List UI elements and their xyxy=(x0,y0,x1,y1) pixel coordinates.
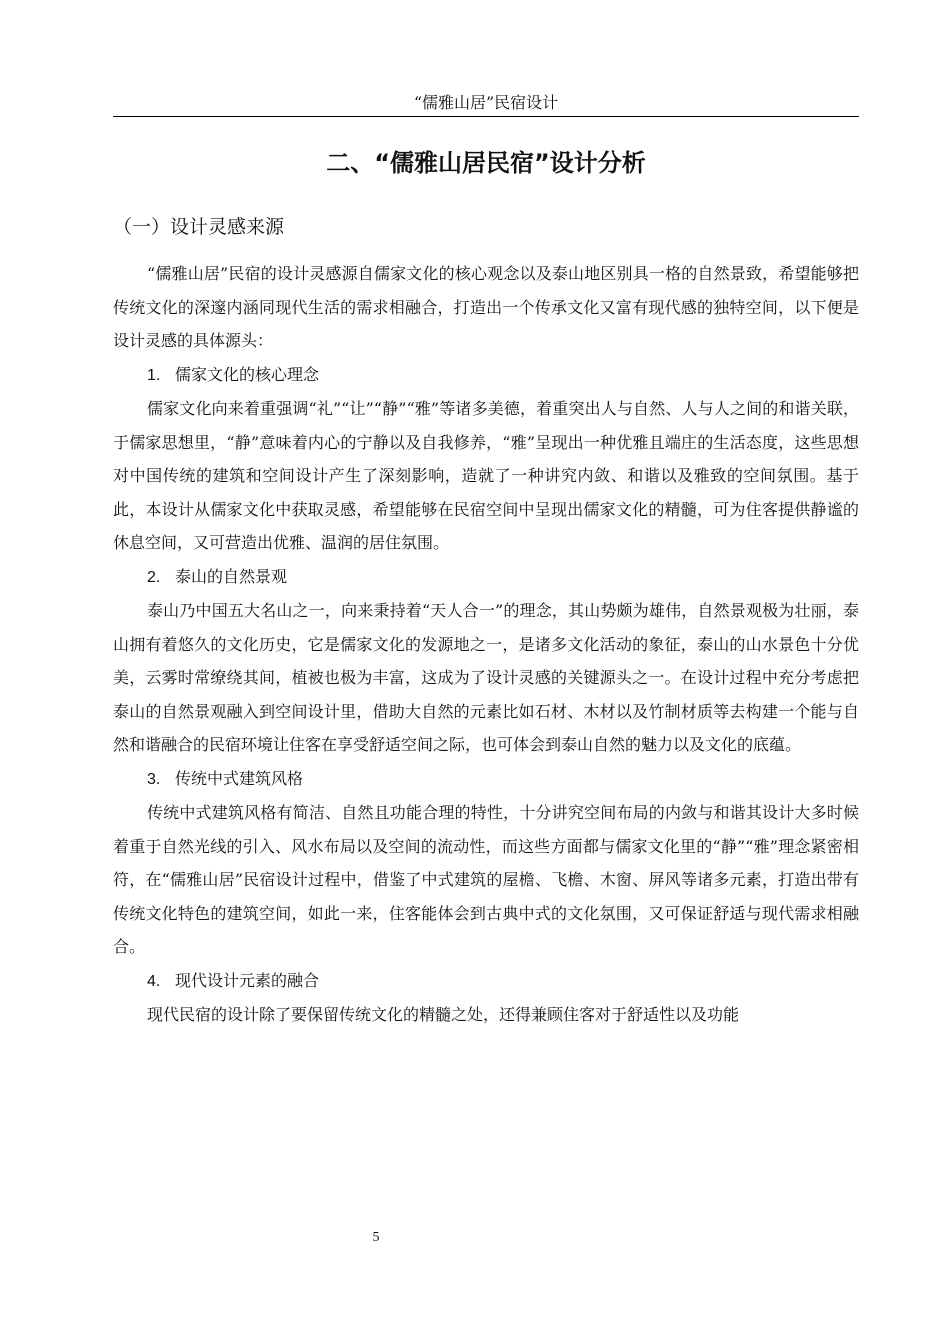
subsection-heading-3 xyxy=(113,762,859,797)
subsection-title: 儒家文化的核心理念 xyxy=(175,364,320,384)
section-title: （一）设计灵感来源 xyxy=(113,216,285,238)
body-text xyxy=(113,257,859,1032)
page-number: 5 xyxy=(372,1230,380,1245)
subsection-paragraph-2: 泰山乃中国五大名山之一，向来秉持着“天人合一”的理念，其山势颇为雄伟，自然景观极为壮丽，泰山拥有着悠久的文化历史，它是儒家文化的发源地之一，是诸多文化活动的象征，泰山的山水景色十分优美，云雾时常缭绕其间，植被也极为丰富，这成为了设计灵感的关键源头之一。在设计过程中充分考虑把泰山的自然景观融入到空间设计里，借助大自然的元素比如石材、木材以及竹制材质等去构建一个能与自然和谐融合的民宿环境让住客在享受舒适空间之际，也可体会到泰山自然的魅力以及文化的底蕴。 xyxy=(113,601,859,754)
running-header: “儒雅山居”民宿设计 xyxy=(413,93,559,112)
subsection-title: 泰山的自然景观 xyxy=(175,566,288,586)
header-rule xyxy=(113,116,859,117)
subsection-number: 4. xyxy=(147,972,161,990)
subsection-heading-1 xyxy=(113,358,859,393)
subsection-number: 1. xyxy=(147,366,161,384)
subsection-paragraph-4: 现代民宿的设计除了要保留传统文化的精髓之处，还得兼顾住客对于舒适性以及功能 xyxy=(147,1005,740,1024)
subsection-paragraph-3: 传统中式建筑风格有简洁、自然且功能合理的特性，十分讲究空间布局的内敛与和谐其设计大多时候着重于自然光线的引入、风水布局以及空间的流动性，而这些方面都与儒家文化里的“静”“雅”理念紧密相符，在“儒雅山居”民宿设计过程中，借鉴了中式建筑的屋檐、飞檐、木窗、屏风等诸多元素，打造出带有传统文化特色的建筑空间，如此一来，住客能体会到古典中式的文化氛围，又可保证舒适与现代需求相融合。 xyxy=(113,803,859,956)
subsection-heading-2 xyxy=(113,560,859,595)
subsection-heading-4 xyxy=(113,964,859,999)
subsection-title: 现代设计元素的融合 xyxy=(175,970,320,990)
subsection-paragraph-1: 儒家文化向来着重强调“礼”“让”“静”“雅”等诸多美德，着重突出人与自然、人与人之间的和谐关联，于儒家思想里，“静”意味着内心的宁静以及自我修养，“雅”呈现出一种优雅且端庄的生活态度，这些思想对中国传统的建筑和空间设计产生了深刻影响，造就了一种讲究内敛、和谐以及雅致的空间氛围。基于此，本设计从儒家文化中获取灵感，希望能够在民宿空间中呈现出儒家文化的精髓，可为住客提供静谧的休息空间，又可营造出优雅、温润的居住氛围。 xyxy=(113,399,859,552)
subsection-title: 传统中式建筑风格 xyxy=(175,768,304,788)
subsection-number: 2. xyxy=(147,568,161,586)
intro-paragraph: “儒雅山居”民宿的设计灵感源自儒家文化的核心观念以及泰山地区别具一格的自然景致，希望能够把传统文化的深邃内涵同现代生活的需求相融合，打造出一个传承文化又富有现代感的独特空间，以下便是设计灵感的具体源头： xyxy=(113,264,859,350)
subsection-number: 3. xyxy=(147,770,161,788)
chapter-title: 二、“儒雅山居民宿”设计分析 xyxy=(326,149,646,177)
